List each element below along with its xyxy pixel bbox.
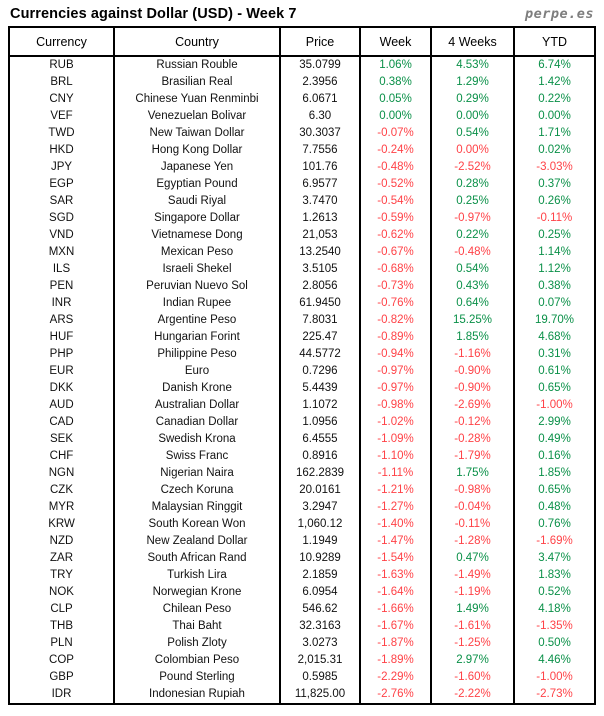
country-cell: Hungarian Forint [114,329,280,346]
table-row [9,227,595,244]
week-cell: -0.73% [360,278,431,295]
currency-code-cell: NZD [49,534,74,547]
week-cell: -1.47% [360,533,431,550]
currency-code-cell: KRW [48,517,75,530]
week-cell: -0.24% [360,142,431,159]
price-cell: 35.0799 [280,56,360,74]
currency-code-cell: PLN [50,636,73,649]
ytd-cell: 6.74% [514,56,595,74]
currency-code-cell: MXN [48,245,75,258]
week-cell: -0.07% [360,125,431,142]
price-cell: 7.8031 [280,312,360,329]
table-row [9,669,595,686]
country-cell: Japanese Yen [114,159,280,176]
four-weeks-cell: -2.69% [431,397,514,414]
currency-code-cell: TRY [50,568,73,581]
currency-code-cell: CAD [49,415,74,428]
country-cell: Israeli Shekel [114,261,280,278]
ytd-cell: 0.76% [514,516,595,533]
four-weeks-cell: -1.49% [431,567,514,584]
week-cell: -1.89% [360,652,431,669]
price-cell: 6.9577 [280,176,360,193]
ytd-cell: 0.65% [514,380,595,397]
country-cell: Argentine Peso [114,312,280,329]
ytd-cell: 0.48% [514,499,595,516]
table-row [9,448,595,465]
country-cell: Vietnamese Dong [114,227,280,244]
table-row [9,295,595,312]
currency-code-cell: CHF [49,449,74,462]
ytd-cell: 0.61% [514,363,595,380]
four-weeks-cell: 0.28% [431,176,514,193]
price-cell: 1.0956 [280,414,360,431]
ytd-cell: 0.31% [514,346,595,363]
currency-code-cell: PHP [49,347,74,360]
week-cell: 0.38% [360,74,431,91]
table-row [9,482,595,499]
table-row [9,108,595,125]
four-weeks-cell: -0.90% [431,380,514,397]
ytd-cell: -1.69% [514,533,595,550]
price-cell: 2,015.31 [280,652,360,669]
currency-code-cell: CLP [50,602,73,615]
four-weeks-cell: 0.54% [431,125,514,142]
price-cell: 101.76 [280,159,360,176]
table-row [9,567,595,584]
price-cell: 2.3956 [280,74,360,91]
ytd-cell: 0.37% [514,176,595,193]
currency-code-cell: TWD [48,126,75,139]
price-cell: 21,053 [280,227,360,244]
table-row [9,584,595,601]
country-cell: Peruvian Nuevo Sol [114,278,280,295]
column-header-currency: Currency [9,27,114,56]
column-header-ytd: YTD [514,27,595,56]
week-cell: -0.98% [360,397,431,414]
price-cell: 546.62 [280,601,360,618]
four-weeks-cell: 0.00% [431,108,514,125]
country-cell: Thai Baht [114,618,280,635]
week-cell: -0.62% [360,227,431,244]
country-cell: Indian Rupee [114,295,280,312]
currency-code-cell: SEK [49,432,73,445]
ytd-cell: 0.22% [514,91,595,108]
country-cell: New Taiwan Dollar [114,125,280,142]
four-weeks-cell: 1.85% [431,329,514,346]
price-cell: 11,825.00 [280,686,360,704]
country-cell: Mexican Peso [114,244,280,261]
currency-code-cell: VEF [50,109,73,122]
price-cell: 5.4439 [280,380,360,397]
country-cell: Euro [114,363,280,380]
ytd-cell: 0.52% [514,584,595,601]
week-cell: -0.97% [360,363,431,380]
week-cell: 1.06% [360,56,431,74]
column-header-4-weeks: 4 Weeks [431,27,514,56]
country-cell: Egyptian Pound [114,176,280,193]
ytd-cell: 1.42% [514,74,595,91]
ytd-cell: 0.07% [514,295,595,312]
country-cell: Chilean Peso [114,601,280,618]
header-bar [8,4,596,26]
table-row [9,516,595,533]
column-header-country: Country [114,27,280,56]
country-cell: Pound Sterling [114,669,280,686]
price-cell: 20.0161 [280,482,360,499]
currency-code-cell: CNY [49,92,74,105]
price-cell: 2.1859 [280,567,360,584]
ytd-cell: 0.00% [514,108,595,125]
ytd-cell: 1.12% [514,261,595,278]
table-row [9,193,595,210]
four-weeks-cell: -1.60% [431,669,514,686]
price-cell: 32.3163 [280,618,360,635]
currency-code-cell: SGD [49,211,74,224]
table-row [9,142,595,159]
week-cell: -1.27% [360,499,431,516]
ytd-cell: 1.71% [514,125,595,142]
four-weeks-cell: -1.16% [431,346,514,363]
country-cell: Russian Rouble [114,56,280,74]
four-weeks-cell: -0.97% [431,210,514,227]
country-cell: Hong Kong Dollar [114,142,280,159]
four-weeks-cell: -2.22% [431,686,514,704]
week-cell: -1.21% [360,482,431,499]
page-title: Currencies against Dollar (USD) - Week 7 [10,6,297,22]
ytd-cell: -0.11% [514,210,595,227]
price-cell: 1.2613 [280,210,360,227]
currency-code-cell: ILS [52,262,71,275]
price-cell: 30.3037 [280,125,360,142]
four-weeks-cell: 0.54% [431,261,514,278]
country-cell: Colombian Peso [114,652,280,669]
week-cell: -1.40% [360,516,431,533]
ytd-cell: 0.49% [514,431,595,448]
currency-table [8,26,596,705]
ytd-cell: 19.70% [514,312,595,329]
week-cell: -1.09% [360,431,431,448]
ytd-cell: 3.47% [514,550,595,567]
table-row [9,159,595,176]
price-cell: 1.1949 [280,533,360,550]
four-weeks-cell: 0.22% [431,227,514,244]
price-cell: 61.9450 [280,295,360,312]
table-row [9,278,595,295]
price-cell: 3.5105 [280,261,360,278]
week-cell: -1.10% [360,448,431,465]
ytd-cell: 0.26% [514,193,595,210]
four-weeks-cell: 1.29% [431,74,514,91]
table-row [9,397,595,414]
currency-code-cell: RUB [49,58,74,71]
ytd-cell: 4.18% [514,601,595,618]
currency-code-cell: NGN [48,466,75,479]
country-cell: Venezuelan Bolivar [114,108,280,125]
four-weeks-cell: 15.25% [431,312,514,329]
price-cell: 44.5772 [280,346,360,363]
ytd-cell: 0.50% [514,635,595,652]
table-row [9,74,595,91]
ytd-cell: 0.38% [514,278,595,295]
four-weeks-cell: -1.61% [431,618,514,635]
price-cell: 0.5985 [280,669,360,686]
table-row [9,465,595,482]
currency-code-cell: JPY [50,160,73,173]
table-row [9,91,595,108]
week-cell: 0.05% [360,91,431,108]
four-weeks-cell: -0.04% [431,499,514,516]
price-cell: 13.2540 [280,244,360,261]
ytd-cell: 0.02% [514,142,595,159]
table-row [9,312,595,329]
price-cell: 3.0273 [280,635,360,652]
country-cell: Norwegian Krone [114,584,280,601]
table-row [9,244,595,261]
country-cell: Singapore Dollar [114,210,280,227]
four-weeks-cell: 0.00% [431,142,514,159]
week-cell: -1.87% [360,635,431,652]
site-logo: perpe.es [524,6,594,22]
price-cell: 6.4555 [280,431,360,448]
country-cell: Danish Krone [114,380,280,397]
country-cell: Saudi Riyal [114,193,280,210]
price-cell: 1,060.12 [280,516,360,533]
four-weeks-cell: 1.49% [431,601,514,618]
week-cell: 0.00% [360,108,431,125]
country-cell: Philippine Peso [114,346,280,363]
ytd-cell: -1.35% [514,618,595,635]
four-weeks-cell: 0.29% [431,91,514,108]
four-weeks-cell: -0.28% [431,431,514,448]
currency-code-cell: PEN [49,279,74,292]
four-weeks-cell: -0.48% [431,244,514,261]
price-cell: 6.30 [280,108,360,125]
currency-code-cell: SAR [49,194,74,207]
price-cell: 3.2947 [280,499,360,516]
country-cell: Swedish Krona [114,431,280,448]
four-weeks-cell: 1.75% [431,465,514,482]
country-cell: Chinese Yuan Renminbi [114,91,280,108]
column-header-week: Week [360,27,431,56]
table-row [9,533,595,550]
table-row [9,261,595,278]
ytd-cell: 1.85% [514,465,595,482]
week-cell: -0.76% [360,295,431,312]
week-cell: -0.48% [360,159,431,176]
price-cell: 0.8916 [280,448,360,465]
table-row [9,176,595,193]
four-weeks-cell: 0.64% [431,295,514,312]
week-cell: -1.02% [360,414,431,431]
table-header-row [9,27,595,56]
week-cell: -0.97% [360,380,431,397]
currency-code-cell: THB [50,619,73,632]
table-row [9,210,595,227]
week-cell: -1.67% [360,618,431,635]
week-cell: -1.64% [360,584,431,601]
table-row [9,601,595,618]
currency-code-cell: DKK [49,381,74,394]
four-weeks-cell: -0.11% [431,516,514,533]
column-header-price: Price [280,27,360,56]
currency-code-cell: HUF [49,330,74,343]
week-cell: -1.11% [360,465,431,482]
four-weeks-cell: 0.43% [431,278,514,295]
currency-code-cell: GBP [49,670,74,683]
week-cell: -0.54% [360,193,431,210]
currency-code-cell: BRL [50,75,73,88]
four-weeks-cell: -1.79% [431,448,514,465]
currency-code-cell: ARS [49,313,74,326]
table-row [9,363,595,380]
country-cell: South African Rand [114,550,280,567]
table-row [9,431,595,448]
table-row [9,652,595,669]
currency-code-cell: INR [51,296,72,309]
ytd-cell: 0.16% [514,448,595,465]
country-cell: Brasilian Real [114,74,280,91]
week-cell: -2.29% [360,669,431,686]
country-cell: South Korean Won [114,516,280,533]
country-cell: Australian Dollar [114,397,280,414]
currency-code-cell: EUR [49,364,74,377]
week-cell: -0.68% [360,261,431,278]
four-weeks-cell: 0.25% [431,193,514,210]
week-cell: -0.82% [360,312,431,329]
country-cell: Turkish Lira [114,567,280,584]
table-row [9,499,595,516]
ytd-cell: 0.25% [514,227,595,244]
four-weeks-cell: 0.47% [431,550,514,567]
table-row [9,329,595,346]
currency-code-cell: ZAR [50,551,73,564]
price-cell: 162.2839 [280,465,360,482]
week-cell: -1.63% [360,567,431,584]
currency-code-cell: NOK [49,585,74,598]
price-cell: 6.0671 [280,91,360,108]
week-cell: -0.52% [360,176,431,193]
currency-code-cell: AUD [49,398,74,411]
week-cell: -0.94% [360,346,431,363]
country-cell: Swiss Franc [114,448,280,465]
currency-code-cell: MYR [48,500,75,513]
ytd-cell: 4.46% [514,652,595,669]
four-weeks-cell: 4.53% [431,56,514,74]
country-cell: Indonesian Rupiah [114,686,280,704]
ytd-cell: 1.83% [514,567,595,584]
table-row [9,380,595,397]
country-cell: Polish Zloty [114,635,280,652]
ytd-cell: -3.03% [514,159,595,176]
country-cell: Canadian Dollar [114,414,280,431]
country-cell: Czech Koruna [114,482,280,499]
ytd-cell: 1.14% [514,244,595,261]
week-cell: -1.54% [360,550,431,567]
table-row [9,686,595,704]
price-cell: 225.47 [280,329,360,346]
ytd-cell: 2.99% [514,414,595,431]
week-cell: -1.66% [360,601,431,618]
four-weeks-cell: -1.28% [431,533,514,550]
price-cell: 1.1072 [280,397,360,414]
currency-code-cell: HKD [49,143,74,156]
ytd-cell: 4.68% [514,329,595,346]
currency-code-cell: COP [49,653,74,666]
four-weeks-cell: -0.98% [431,482,514,499]
currency-code-cell: CZK [50,483,73,496]
table-row [9,125,595,142]
ytd-cell: -2.73% [514,686,595,704]
price-cell: 0.7296 [280,363,360,380]
price-cell: 6.0954 [280,584,360,601]
currency-code-cell: EGP [49,177,74,190]
week-cell: -2.76% [360,686,431,704]
currency-code-cell: VND [49,228,74,241]
price-cell: 3.7470 [280,193,360,210]
ytd-cell: -1.00% [514,669,595,686]
four-weeks-cell: -0.90% [431,363,514,380]
price-cell: 7.7556 [280,142,360,159]
country-cell: Malaysian Ringgit [114,499,280,516]
table-row [9,414,595,431]
price-cell: 2.8056 [280,278,360,295]
ytd-cell: 0.65% [514,482,595,499]
week-cell: -0.89% [360,329,431,346]
table-row [9,346,595,363]
table-row [9,618,595,635]
four-weeks-cell: 2.97% [431,652,514,669]
country-cell: Nigerian Naira [114,465,280,482]
table-row [9,635,595,652]
four-weeks-cell: -0.12% [431,414,514,431]
four-weeks-cell: -1.25% [431,635,514,652]
ytd-cell: -1.00% [514,397,595,414]
table-row [9,550,595,567]
currency-code-cell: IDR [51,687,72,700]
four-weeks-cell: -1.19% [431,584,514,601]
price-cell: 10.9289 [280,550,360,567]
week-cell: -0.59% [360,210,431,227]
four-weeks-cell: -2.52% [431,159,514,176]
country-cell: New Zealand Dollar [114,533,280,550]
table-row [9,56,595,74]
week-cell: -0.67% [360,244,431,261]
